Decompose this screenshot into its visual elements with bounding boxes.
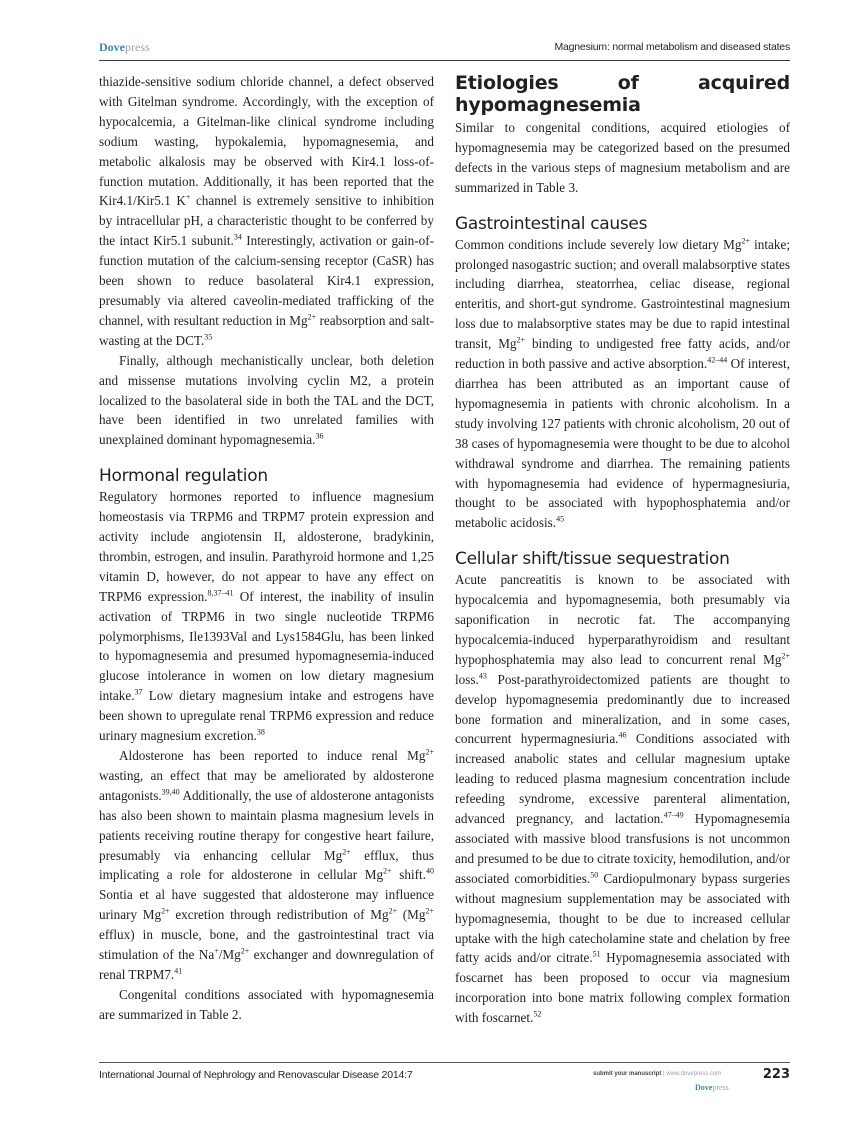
- paragraph: Congenital conditions associated with hypomagnesemia are summarized in Table 2.: [99, 986, 434, 1022]
- dovepress-url[interactable]: www.dovepress.com: [666, 1071, 722, 1077]
- section-heading-hormonal-regulation: Hormonal regulation: [99, 466, 268, 487]
- running-title: Magnesium: normal metabolism and diseased states: [554, 41, 790, 53]
- section-heading-etiologies: Etiologies of acquired hypomagnesemia: [455, 72, 790, 116]
- page-footer: [99, 1062, 790, 1092]
- dovepress-logo-footer: Dovepress: [695, 1083, 729, 1092]
- right-column: [455, 72, 790, 1028]
- left-column: [99, 72, 434, 1025]
- paragraph: Regulatory hormones reported to influence magnesium homeostasis via TRPM6 and TRPM7 protein expression and activity include angiotensin II, aldosterone, bradykinin, thrombin, estrogen, and insulin. Parathyroid hormone and 1,25 vitamin D, however, do not appear to have any effect on TRPM6 expression.$^{8,37-41}$ Of interest, the inability of insulin activation of TRPM6 in two single nucleotide TRPM6 polymorphisms, Ile1393Val and Lys1584Glu, has been linked to hypomagnesemia and presumed hypomagnesemia-induced glucose intolerance in women on low dietary magnesium intake.$^{37}$ Low dietary magnesium intake and estrogens have been shown to upregulate renal TRPM6 expression and reduce urinary magnesium excretion.$^{38}$: [99, 489, 435, 744]
- paragraph: Finally, although mechanistically unclear, both deletion and missense mutations involving cyclin M2, a protein localized to the basolateral side in both the TAL and the DCT, have been identified in two unrelated families with unexplained dominant hypomagnesemia.$^{36}$: [99, 352, 434, 448]
- page-number: 223: [762, 1067, 790, 1082]
- submit-manuscript-link[interactable]: submit your manuscript | www.dovepress.com: [593, 1071, 722, 1077]
- paragraph: Acute pancreatitis is known to be associated with hypocalcemia and hypomagnesemia, both presumably via saponification in necrotic fat. The accompanying hypocalcemia-induced hyperparathyroidism and resultant hypophosphatemia may also lead to concurrent renal $Mg^{2+}$ loss.$^{43}$ Post-parathyroidectomized patients are thought to develop hypomagnesemia predominantly due to increased bone formation and mineralization, and in some cases, concurrent hypermagnesiuria.$^{46}$ Conditions associated with increased anabolic states and cellular magnesium uptake leading to reduced plasma magnesium concentration include refeeding syndrome, excessive parenteral alimentation, advanced pregnancy, and lactation.$^{47-49}$ Hypomagnesemia associated with massive blood transfusions is not uncommon and presumed to be due to citrate toxicity, hemodilution, and/or associated comorbidities.$^{50}$ Cardiopulmonary bypass surgeries without magnesium supplementation may be associated with hypomagnesemia, thought to be due to increased cellular uptake with the high catecholamine state and chelation by free fatty acids and/or citrate.$^{51}$ Hypomagnesemia associated with foscarnet has been proposed to occur via magnesium incorporation into bone matrix following complex formation with foscarnet.$^{52}$: [455, 572, 791, 1026]
- page-header: [99, 38, 790, 61]
- paragraph: thiazide-sensitive sodium chloride channel, a defect observed with Gitelman syndrome. Accordingly, with the exception of hypocalcemia, a Gitelman-like clinical syndrome including sodium wasting, hypokalemia, hypomagnesemia, and metabolic alkalosis may be observed with Kir4.1 loss-of-function mutation. Additionally, it has been reported that the Kir4.1/Kir5.1 K+ channel is extremely sensitive to inhibition by intracellular pH, a characteristic thought to be conferred by the intact Kir5.1 subunit.$^{34}$ Interestingly, activation or gain-of-function mutation of the calcium-sensing receptor (CaSR) has been shown to reduce basolateral Kir4.1 expression, presumably via altered caveolin-mediated trafficking of the channel, with resultant reduction in $Mg^{2+}$ reabsorption and salt-wasting at the DCT.$^{35}$: [99, 74, 434, 348]
- journal-citation: International Journal of Nephrology and Renovascular Disease 2014:7: [99, 1069, 413, 1081]
- section-heading-gastrointestinal: Gastrointestinal causes: [455, 213, 648, 234]
- paragraph: Common conditions include severely low dietary $Mg^{2+}$ intake; prolonged nasogastric suction; and overall malabsorptive states including diarrhea, steatorrhea, celiac disease, regional enteritis, and short-gut syndrome. Gastrointestinal magnesium loss due to malabsorptive states may be due to rapid intestinal transit, $Mg^{2+}$ binding to undigested free fatty acids, and/or reduction in both passive and active absorption.$^{42-44}$ Of interest, diarrhea has been attributed as an important cause of hypomagnesemia in patients with chronic alcoholism. In a study involving 127 patients with chronic alcoholism, 20 out of 38 cases of hypomagnesemia were thought to be due to alcohol withdrawal syndrome and diarrhea. The remaining patients with hypomagnesemia had evidence of hypermagnesiuria, thought to be associated with hypophosphatemia and/or metabolic acidosis.$^{45}$: [455, 236, 791, 531]
- dovepress-logo: Dovepress: [99, 40, 150, 54]
- paragraph: Similar to congenital conditions, acquired etiologies of hypomagnesemia may be categorized based on the presumed defects in the various steps of magnesium metabolism and are summarized in Table 3.: [455, 120, 790, 195]
- paragraph: Aldosterone has been reported to induce renal $Mg^{2+}$ wasting, an effect that may be ameliorated by aldosterone antagonists.$^{39,40}$ Additionally, the use of aldosterone antagonists has also been shown to maintain plasma magnesium levels in patients receiving routine therapy for congestive heart failure, presumably via enhancing cellular $Mg^{2+}$ efflux, thus implicating a role for aldosterone in cellular $Mg^{2+}$ shift.$^{40}$ Sontia et al have suggested that aldosterone may influence urinary $Mg^{2+}$ excretion through redistribution of $Mg^{2+}$ ($Mg^{2+}$ efflux) in muscle, bone, and the gastrointestinal tract via stimulation of the $Na^+/Mg^{2+}$ exchanger and downregulation of renal TRPM7.41: [99, 747, 435, 982]
- section-heading-cellular-shift: Cellular shift/tissue sequestration: [455, 549, 730, 570]
